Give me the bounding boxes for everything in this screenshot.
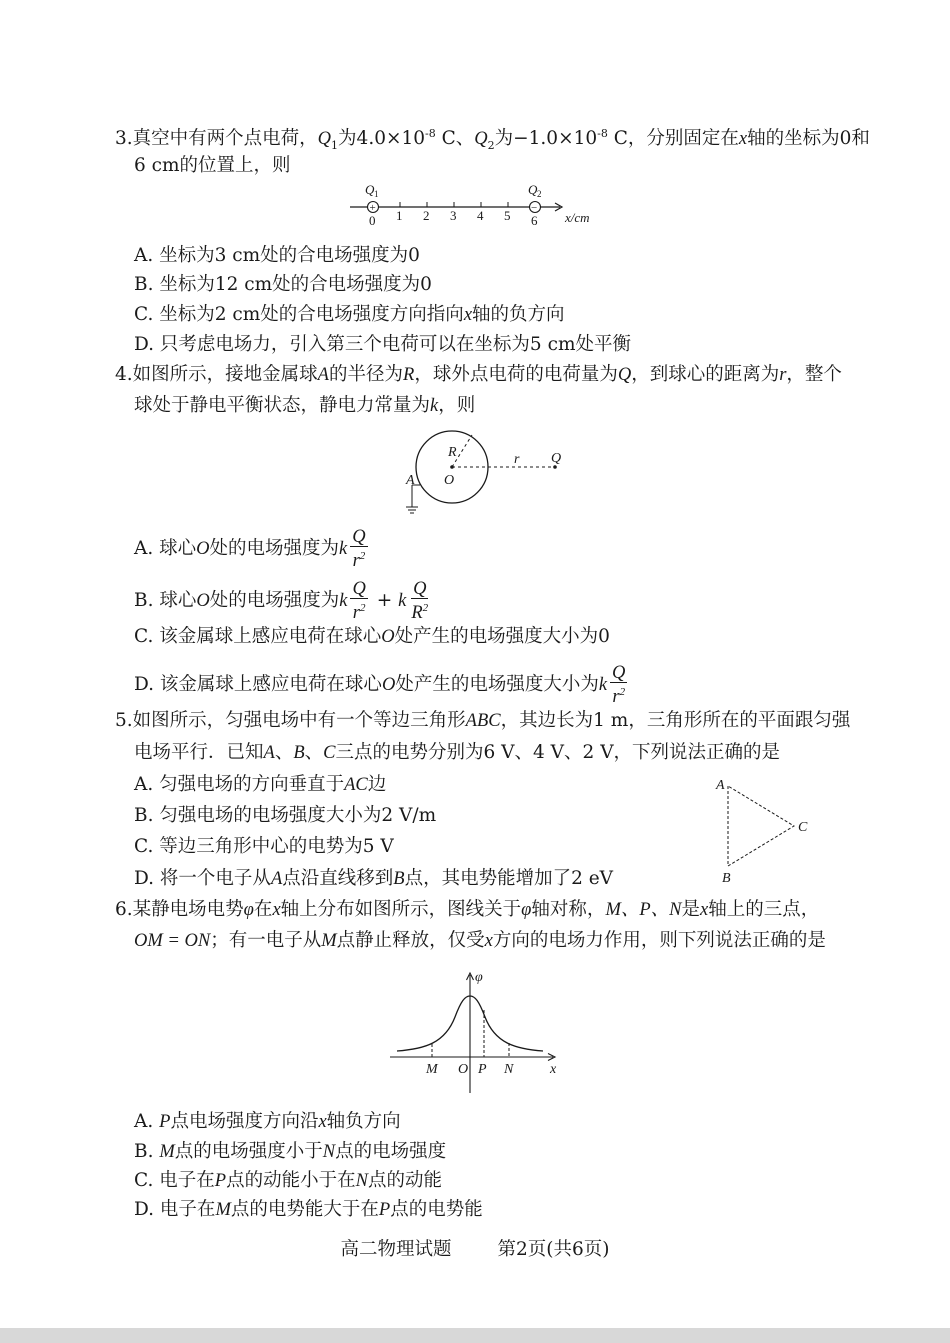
q4-sphere-figure xyxy=(400,430,580,520)
q6-stem-line1: 6.某静电场电势φ在x轴上分布如图所示，图线关于φ轴对称，M、P、N是x轴上的三点， xyxy=(115,899,820,920)
svg-text:Q: Q xyxy=(528,182,538,197)
tick-label-4: 4 xyxy=(477,208,484,223)
q4-stem-line2: 球处于静电平衡状态，静电力常量为k，则 xyxy=(134,395,476,416)
vertex-C: C xyxy=(798,820,808,835)
vertex-A: A xyxy=(716,778,725,793)
q6-stem-line2: OM = ON；有一电子从M点静止释放，仅受x方向的电场力作用，则下列说法正确的是 xyxy=(134,930,826,951)
ground-symbol xyxy=(406,485,420,513)
tick-label-3: 3 xyxy=(450,208,457,223)
q6-option-c[interactable]: C. 电子在P点的动能小于在N点的动能 xyxy=(134,1170,442,1191)
q5-option-d[interactable]: D. 将一个电子从A点沿直线移到B点，其电势能增加了2 eV xyxy=(134,868,614,889)
q6-option-b[interactable]: B. M点的电场强度小于N点的电场强度 xyxy=(134,1141,447,1162)
q3-stem-line2: 6 cm的位置上，则 xyxy=(134,155,291,176)
point-O: O xyxy=(458,1062,469,1077)
label-A: A xyxy=(406,473,415,488)
axis-label: x/cm xyxy=(565,210,590,225)
tick-label-2: 2 xyxy=(423,208,430,223)
bottom-divider xyxy=(0,1328,950,1343)
footer-page-number: 第2页(共6页) xyxy=(497,1239,610,1260)
q3-option-c[interactable]: C. 坐标为2 cm处的合电场强度方向指向x轴的负方向 xyxy=(134,304,565,325)
svg-text:Q: Q xyxy=(365,182,375,197)
tick-label-5: 5 xyxy=(504,208,511,223)
svg-text:1: 1 xyxy=(374,189,379,199)
q4-option-a[interactable]: A. 球心O处的电场强度为k $\frac{Q}{r^2}$ xyxy=(134,527,366,572)
label-O: O xyxy=(444,473,455,488)
q3-option-d[interactable]: D. 只考虑电场力，引入第三个电荷可以在坐标为5 cm处平衡 xyxy=(134,334,631,355)
svg-text:2: 2 xyxy=(537,189,542,199)
label-R: R xyxy=(448,445,457,460)
q5-option-a[interactable]: A. 匀强电场的方向垂直于AC边 xyxy=(134,774,387,795)
q4-option-b[interactable]: B. 球心O处的电场强度为k $\frac{Q}{r^2}$ + k $\frac{Q}{R^2}$ xyxy=(134,579,429,624)
label-r: r xyxy=(514,452,520,467)
point-N: N xyxy=(504,1062,514,1077)
q5-stem-line2: 电场平行．已知A、B、C三点的电势分别为6 V、4 V、2 V，下列说法正确的是 xyxy=(134,742,781,763)
tick-label-6: 6 xyxy=(531,213,538,228)
q6-option-a[interactable]: A. P点电场强度方向沿x轴负方向 xyxy=(134,1111,401,1132)
q5-stem-line1: 5.如图所示，匀强电场中有一个等边三角形ABC，其边长为1 m，三角形所在的平面跟匀强 xyxy=(115,710,851,731)
q3-option-a[interactable]: A. 坐标为3 cm处的合电场强度为0 xyxy=(134,245,420,266)
q3-axis-figure xyxy=(345,182,605,232)
footer-subject: 高二物理试题 xyxy=(340,1239,452,1260)
point-M: M xyxy=(426,1062,438,1077)
q6-potential-graph xyxy=(385,965,575,1095)
tick-label-0: 0 xyxy=(369,213,376,228)
q6-option-d[interactable]: D. 电子在M点的电势能大于在P点的电势能 xyxy=(134,1199,483,1220)
svg-text:−: − xyxy=(531,202,538,214)
q3-stem-line1: 3.真空中有两个点电荷，$Q_1$为$4.0\times 10^{-8}$ C、$Q_2$为$-1.0\times 10^{-8}$ C，分别固定在x轴的坐标为0和 xyxy=(115,127,870,152)
q3-option-b[interactable]: B. 坐标为12 cm处的合电场强度为0 xyxy=(134,274,432,295)
q5-option-c[interactable]: C. 等边三角形中心的电势为5 V xyxy=(134,836,394,857)
axis-label-phi: φ xyxy=(475,970,483,985)
label-Q: Q xyxy=(551,451,562,466)
charge-q1 xyxy=(365,182,379,214)
q5-triangle-figure xyxy=(710,776,820,886)
axis-label-x: x xyxy=(550,1062,557,1077)
vertex-B: B xyxy=(722,871,731,886)
q4-stem-line1: 4.如图所示，接地金属球A的半径为R，球外点电荷的电荷量为Q，到球心的距离为r，整个 xyxy=(115,364,842,385)
page-footer xyxy=(0,1236,950,1264)
tick-label-1: 1 xyxy=(396,208,403,223)
charge-q2 xyxy=(528,182,542,214)
q4-option-d[interactable]: D. 该金属球上感应电荷在球心O处产生的电场强度大小为k $\frac{Q}{r^2}$ xyxy=(134,663,626,708)
q4-option-c[interactable]: C. 该金属球上感应电荷在球心O处产生的电场强度大小为0 xyxy=(134,626,610,647)
q5-option-b[interactable]: B. 匀强电场的电场强度大小为2 V/m xyxy=(134,805,437,826)
svg-text:+: + xyxy=(369,202,376,214)
axis-ticks xyxy=(373,202,535,207)
point-P: P xyxy=(478,1062,487,1077)
